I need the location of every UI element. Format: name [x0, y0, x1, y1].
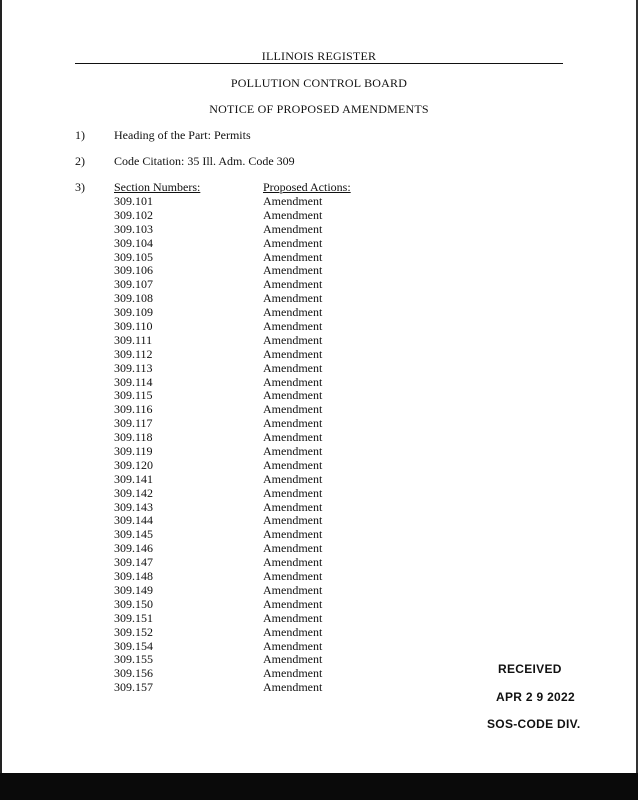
- table-row: [0, 626, 638, 640]
- section-number: 309.147: [114, 555, 153, 570]
- proposed-action: Amendment: [263, 346, 323, 361]
- table-row: [0, 237, 638, 251]
- table-row: [0, 570, 638, 584]
- header-rule: [75, 63, 563, 64]
- section-number: 309.148: [114, 569, 153, 584]
- table-row: [0, 459, 638, 473]
- section-number: 309.113: [114, 360, 153, 375]
- proposed-action: Amendment: [263, 444, 323, 459]
- section-number: 309.149: [114, 582, 153, 597]
- section-number: 309.108: [114, 291, 153, 306]
- proposed-action: Amendment: [263, 291, 323, 306]
- table-row: [0, 487, 638, 501]
- table-row: [0, 403, 638, 417]
- section-number: 309.155: [114, 652, 153, 667]
- table-row: [0, 251, 638, 265]
- section-number: 309.154: [114, 638, 153, 653]
- table-row: [0, 209, 638, 223]
- section-number: 309.119: [114, 444, 153, 459]
- section-number: 309.105: [114, 249, 153, 264]
- section-number: 309.145: [114, 527, 153, 542]
- proposed-action: Amendment: [263, 596, 323, 611]
- proposed-action: Amendment: [263, 416, 323, 431]
- section-table: [0, 195, 638, 695]
- proposed-action: Amendment: [263, 652, 323, 667]
- item-3-number: 3): [75, 180, 85, 194]
- proposed-action: Amendment: [263, 541, 323, 556]
- scan-bottom-bar: [0, 773, 638, 800]
- table-row: [0, 584, 638, 598]
- proposed-action: Amendment: [263, 624, 323, 639]
- section-number: 309.111: [114, 332, 153, 347]
- notice-title: NOTICE OF PROPOSED AMENDMENTS: [209, 102, 429, 116]
- proposed-action: Amendment: [263, 457, 323, 472]
- section-number: 309.114: [114, 374, 153, 389]
- section-number: 309.117: [114, 416, 153, 431]
- received-stamp: RECEIVED: [498, 662, 562, 676]
- table-row: [0, 278, 638, 292]
- proposed-action: Amendment: [263, 305, 323, 320]
- table-row: [0, 431, 638, 445]
- table-row: [0, 292, 638, 306]
- section-numbers-header: Section Numbers:: [114, 180, 201, 194]
- section-number: 309.146: [114, 541, 153, 556]
- proposed-action: Amendment: [263, 319, 323, 334]
- section-number: 309.143: [114, 499, 153, 514]
- item-2-text: Code Citation: 35 Ill. Adm. Code 309: [114, 154, 295, 168]
- item-1-text: Heading of the Part: Permits: [114, 128, 251, 142]
- proposed-action: Amendment: [263, 374, 323, 389]
- proposed-action: Amendment: [263, 207, 323, 222]
- proposed-action: Amendment: [263, 513, 323, 528]
- table-row: [0, 556, 638, 570]
- proposed-action: Amendment: [263, 402, 323, 417]
- proposed-action: Amendment: [263, 235, 323, 250]
- proposed-action: Amendment: [263, 666, 323, 681]
- section-number: 309.109: [114, 305, 153, 320]
- table-row: [0, 473, 638, 487]
- section-number: 309.102: [114, 207, 153, 222]
- proposed-action: Amendment: [263, 499, 323, 514]
- table-row: [0, 264, 638, 278]
- received-date-stamp: APR 2 9 2022: [496, 690, 575, 704]
- section-number: 309.112: [114, 346, 153, 361]
- table-row: [0, 612, 638, 626]
- section-number: 309.152: [114, 624, 153, 639]
- proposed-action: Amendment: [263, 527, 323, 542]
- section-number: 309.118: [114, 430, 153, 445]
- section-number: 309.120: [114, 457, 153, 472]
- table-row: [0, 528, 638, 542]
- table-row: [0, 223, 638, 237]
- section-number: 309.110: [114, 319, 153, 334]
- item-1-number: 1): [75, 128, 85, 142]
- section-number: 309.106: [114, 263, 153, 278]
- proposed-action: Amendment: [263, 610, 323, 625]
- section-number: 309.142: [114, 485, 153, 500]
- table-row: [0, 598, 638, 612]
- proposed-action: Amendment: [263, 638, 323, 653]
- proposed-action: Amendment: [263, 485, 323, 500]
- table-row: [0, 445, 638, 459]
- proposed-action: Amendment: [263, 680, 323, 695]
- proposed-action: Amendment: [263, 555, 323, 570]
- division-stamp: SOS-CODE DIV.: [487, 717, 581, 731]
- section-number: 309.141: [114, 471, 153, 486]
- table-row: [0, 362, 638, 376]
- section-number: 309.107: [114, 277, 153, 292]
- table-row: [0, 348, 638, 362]
- table-row: [0, 417, 638, 431]
- section-number: 309.144: [114, 513, 153, 528]
- table-row: [0, 334, 638, 348]
- table-row: [0, 389, 638, 403]
- table-row: [0, 501, 638, 515]
- board-title: POLLUTION CONTROL BOARD: [230, 76, 408, 90]
- section-number: 309.150: [114, 596, 153, 611]
- proposed-action: Amendment: [263, 582, 323, 597]
- section-number: 309.115: [114, 388, 153, 403]
- section-number: 309.157: [114, 680, 153, 695]
- register-title: ILLINOIS REGISTER: [261, 49, 377, 63]
- proposed-action: Amendment: [263, 471, 323, 486]
- section-number: 309.104: [114, 235, 153, 250]
- proposed-action: Amendment: [263, 249, 323, 264]
- table-row: [0, 640, 638, 654]
- table-row: [0, 376, 638, 390]
- proposed-action: Amendment: [263, 569, 323, 584]
- proposed-action: Amendment: [263, 388, 323, 403]
- table-row: [0, 195, 638, 209]
- proposed-action: Amendment: [263, 263, 323, 278]
- item-2-number: 2): [75, 154, 85, 168]
- proposed-action: Amendment: [263, 194, 323, 208]
- proposed-action: Amendment: [263, 360, 323, 375]
- proposed-action: Amendment: [263, 221, 323, 236]
- section-number: 309.116: [114, 402, 153, 417]
- table-row: [0, 306, 638, 320]
- proposed-actions-header: Proposed Actions:: [263, 180, 351, 194]
- section-number: 309.101: [114, 194, 153, 208]
- section-number: 309.151: [114, 610, 153, 625]
- table-row: [0, 514, 638, 528]
- table-row: [0, 542, 638, 556]
- section-number: 309.103: [114, 221, 153, 236]
- section-number: 309.156: [114, 666, 153, 681]
- proposed-action: Amendment: [263, 277, 323, 292]
- proposed-action: Amendment: [263, 430, 323, 445]
- proposed-action: Amendment: [263, 332, 323, 347]
- table-row: [0, 320, 638, 334]
